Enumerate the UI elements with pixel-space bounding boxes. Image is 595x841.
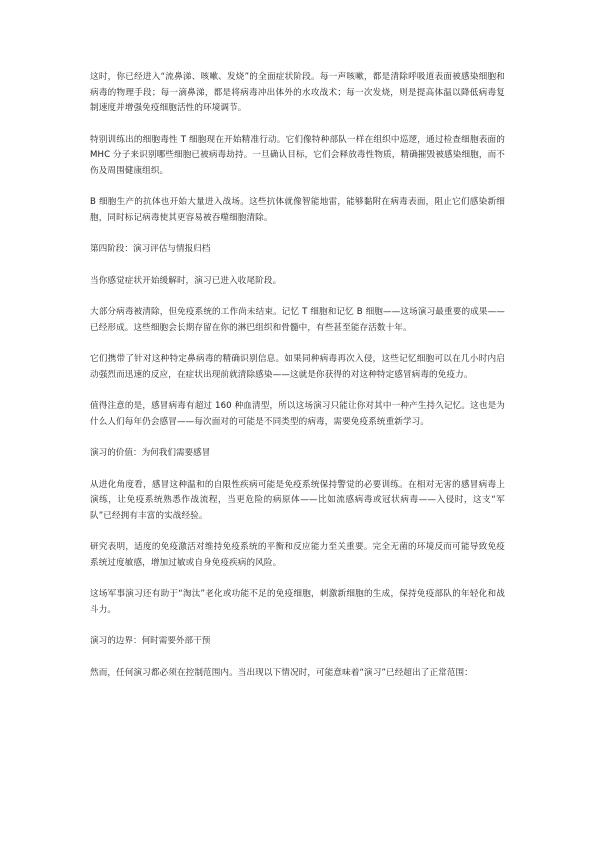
paragraph-t-cells: 特别训练出的细胞毒性 T 细胞现在开始精准行动。它们像特种部队一样在组织中巡逻，通过检查细胞表面的 MHC 分子来识别哪些细胞已被病毒劫持。一旦确认目标，它们会释放毒性物质，精确摧毁被感染细胞，而不伤及周围健康组织。 [90, 134, 505, 176]
paragraph-memory-cells: 大部分病毒被清除，但免疫系统的工作尚未结束。记忆 T 细胞和记忆 B 细胞——这场演习最重要的成果——已经形成。这些细胞会长期存留在你的淋巴组织和骨髓中，有些甚至能存活数十年。 [90, 307, 505, 333]
paragraph-serotypes: 值得注意的是，感冒病毒有超过 160 种血清型，所以这场演习只能让你对其中一种产生持久记忆。这也是为什么人们每年仍会感冒——每次面对的可能是不同类型的病毒，需要免疫系统重新学习。 [90, 401, 505, 427]
section-heading-boundaries: 演习的边界：何时需要外部干预 [90, 636, 211, 646]
paragraph-immunity: 它们携带了针对这种特定鼻病毒的精确识别信息。如果同种病毒再次入侵，这些记忆细胞可以在几小时内启动强烈而迅速的反应，在症状出现前就清除感染——这就是你获得的对这种特定感冒病毒的免疫力。 [90, 354, 505, 380]
paragraph-evolution: 从进化角度看，感冒这种温和的自限性疾病可能是免疫系统保持警觉的必要训练。在相对无害的感冒病毒上演练，让免疫系统熟悉作战流程，当更危险的病原体——比如流感病毒或冠状病毒——入侵时，这支“军队”已经拥有丰富的实战经验。 [90, 479, 505, 521]
paragraph-antibodies: B 细胞生产的抗体也开始大量进入战场。这些抗体就像智能地雷，能够黏附在病毒表面，阻止它们感染新细胞，同时标记病毒使其更容易被吞噬细胞清除。 [90, 197, 505, 223]
paragraph-renewal: 这场军事演习还有助于“淘汰”老化或功能不足的免疫细胞，刺激新细胞的生成，保持免疫部队的年轻化和战斗力。 [90, 589, 505, 615]
document-page [90, 70, 505, 697]
paragraph-wrap-up: 当你感觉症状开始缓解时，演习已进入收尾阶段。 [90, 275, 282, 286]
paragraph-intervention: 然而，任何演习都必须在控制范围内。当出现以下情况时，可能意味着“演习”已经超出了正常范围： [90, 667, 473, 678]
paragraph-research: 研究表明，适度的免疫激活对维持免疫系统的平衡和反应能力至关重要。完全无菌的环境反而可能导致免疫系统过度敏感，增加过敏或自身免疫疾病的风险。 [90, 542, 505, 568]
paragraph-symptoms: 这时，你已经进入“流鼻涕、咳嗽、发烧”的全面症状阶段。每一声咳嗽，都是清除呼吸道表面被感染细胞和病毒的物理手段；每一滴鼻涕，都是将病毒冲出体外的水攻战术；每一次发烧，则是提高体温以降低病毒复制速度并增强免疫细胞活性的环境调节。 [90, 72, 505, 113]
section-heading-stage-four: 第四阶段：演习评估与情报归档 [90, 244, 211, 254]
section-heading-value: 演习的价值：为何我们需要感冒 [90, 448, 211, 458]
